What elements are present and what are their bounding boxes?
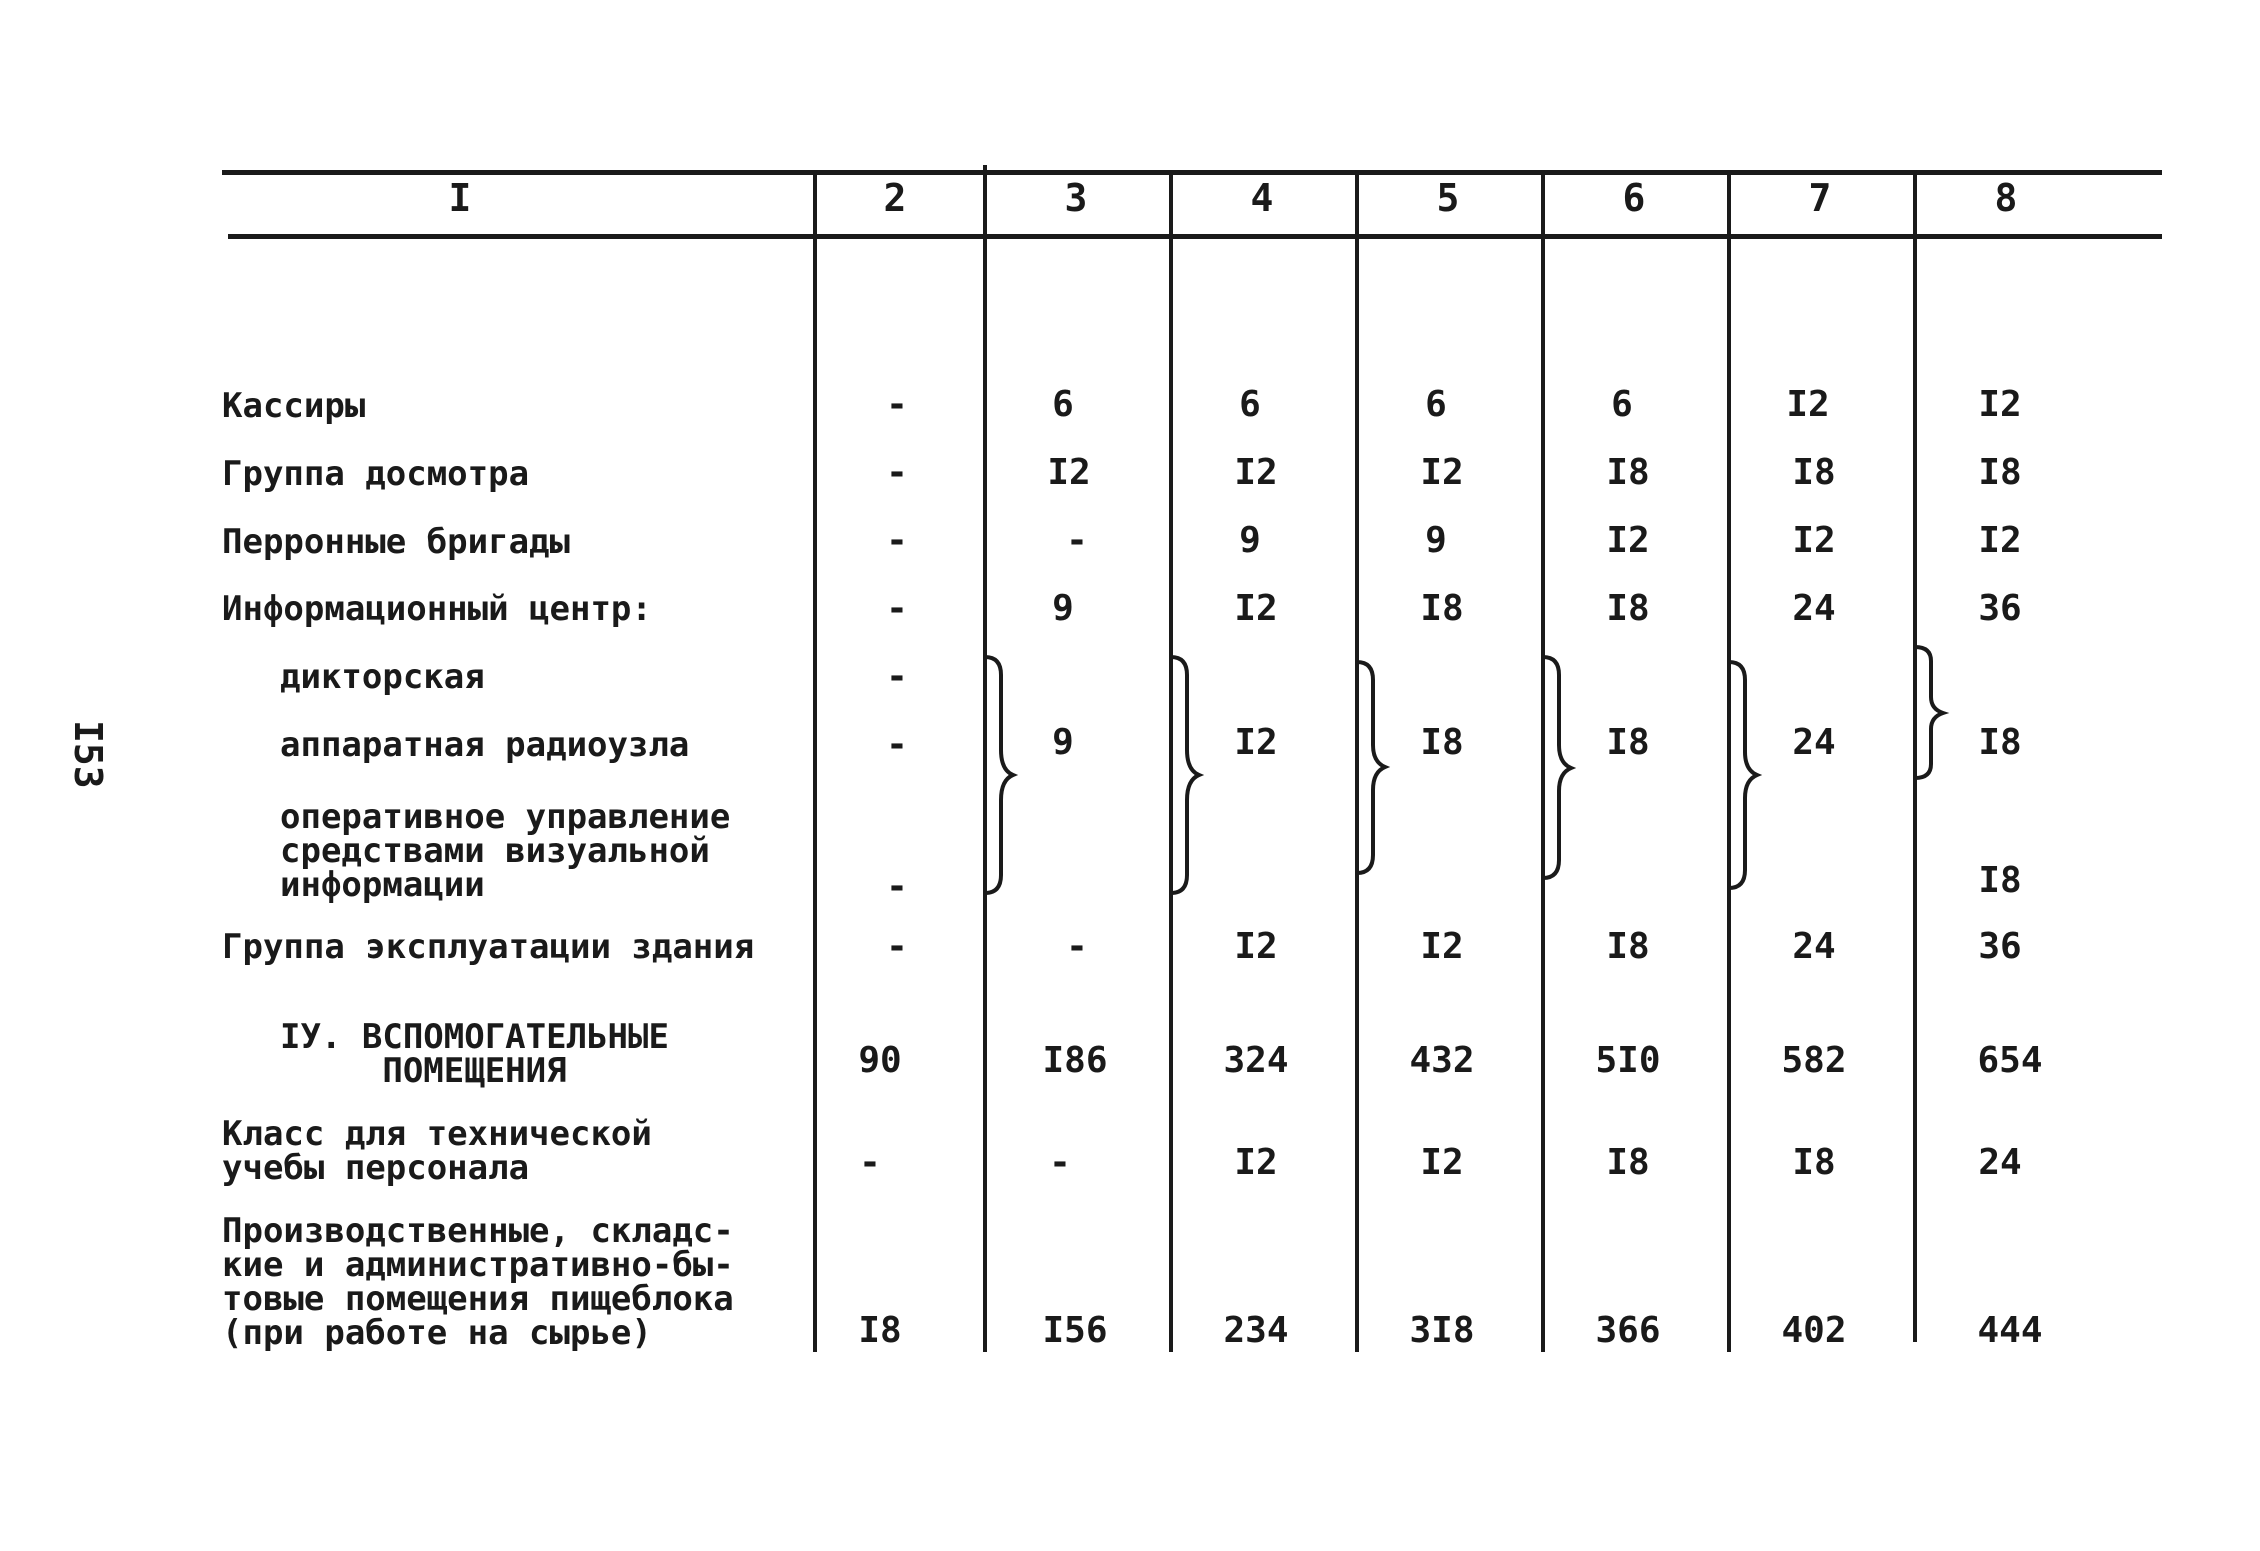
table-cell: 432 [1409, 1040, 1475, 1081]
table-cell: 90 [858, 1040, 902, 1081]
row-label: Производственные, складс- кие и административно-бы- товые помещения пищеблока (при работе на сырье) [222, 1211, 734, 1353]
table-cell: I8 [1606, 452, 1650, 493]
row-label: Группа досмотра [222, 454, 530, 494]
right-brace-icon [1727, 660, 1757, 890]
column-header: 7 [1808, 176, 1832, 220]
table-cell: 234 [1223, 1310, 1289, 1351]
row-label: дикторская [280, 657, 485, 697]
table-cell: I2 [1978, 384, 2022, 425]
table-cell: 402 [1781, 1310, 1847, 1351]
table-cell: I2 [1792, 520, 1836, 561]
table-cell: 9 [1052, 722, 1074, 763]
table-cell: 324 [1223, 1040, 1289, 1081]
table-cell: - [886, 384, 908, 425]
table-cell: 3I8 [1409, 1310, 1475, 1351]
table-cell: - [859, 1142, 881, 1183]
table-cell: 6 [1239, 384, 1261, 425]
column-header: 6 [1622, 176, 1646, 220]
row-label: Информационный центр: [222, 589, 652, 629]
table-cell: 36 [1978, 588, 2022, 629]
table-cell: I8 [1606, 1142, 1650, 1183]
table-cell: I2 [1234, 452, 1278, 493]
table-cell: - [886, 866, 908, 907]
right-brace-icon [1541, 655, 1571, 880]
table-cell: - [1066, 926, 1088, 967]
table-cell: 9 [1052, 588, 1074, 629]
table-cell: I56 [1042, 1310, 1108, 1351]
table-cell: I2 [1420, 926, 1464, 967]
table-cell: I8 [1420, 588, 1464, 629]
table-cell: 366 [1595, 1310, 1661, 1351]
row-label: оперативное управление средствами визуальной информации [280, 797, 731, 905]
table-cell: I8 [1978, 452, 2022, 493]
table-cell: I8 [1792, 1142, 1836, 1183]
column-header: 8 [1994, 176, 2018, 220]
table-cell: I86 [1042, 1040, 1108, 1081]
table-cell: - [886, 724, 908, 765]
column-header: 3 [1064, 176, 1088, 220]
column-header: I [448, 176, 472, 220]
table-cell: 6 [1425, 384, 1447, 425]
section-heading: IУ. ВСПОМОГАТЕЛЬНЫЕ ПОМЕЩЕНИЯ [280, 1017, 669, 1091]
right-brace-icon [1169, 655, 1199, 895]
column-header: 5 [1436, 176, 1460, 220]
table-cell: - [886, 588, 908, 629]
table-cell: 5I0 [1595, 1040, 1661, 1081]
table-cell: 582 [1781, 1040, 1847, 1081]
column-header: 4 [1250, 176, 1274, 220]
row-label: Перронные бригады [222, 522, 570, 562]
table-top-rule [222, 170, 2162, 175]
right-brace-icon [1355, 660, 1385, 875]
table-cell: I2 [1234, 1142, 1278, 1183]
table-cell: I8 [1606, 722, 1650, 763]
table-cell: I2 [1234, 722, 1278, 763]
table-cell: - [1049, 1142, 1071, 1183]
table-cell: - [1066, 520, 1088, 561]
table-cell: 24 [1792, 588, 1836, 629]
table-cell: 654 [1977, 1040, 2043, 1081]
table-cell: I2 [1234, 588, 1278, 629]
table-cell: - [886, 520, 908, 561]
row-label: Кассиры [222, 386, 366, 426]
header-bottom-rule [228, 234, 2162, 239]
table-cell: I2 [1420, 1142, 1464, 1183]
table-cell: - [886, 452, 908, 493]
table-cell: I8 [1606, 588, 1650, 629]
table-cell: 24 [1978, 1142, 2022, 1183]
row-label: аппаратная радиоузла [280, 725, 690, 765]
table-cell: 9 [1425, 520, 1447, 561]
row-label: Класс для технической учебы персонала [222, 1114, 652, 1188]
table-cell: I8 [1420, 722, 1464, 763]
table-cell: 24 [1792, 926, 1836, 967]
table-cell: 24 [1792, 722, 1836, 763]
right-brace-icon [983, 655, 1013, 895]
row-label: Группа эксплуатации здания [222, 927, 755, 967]
right-brace-icon [1913, 645, 1943, 780]
table-cell: I8 [1792, 452, 1836, 493]
table-cell: I8 [1978, 860, 2022, 901]
table-cell: I8 [858, 1310, 902, 1351]
table-cell: 9 [1239, 520, 1261, 561]
table-cell: I2 [1786, 384, 1830, 425]
page-number: I53 [66, 720, 110, 789]
table-cell: 6 [1052, 384, 1074, 425]
table-cell: I2 [1606, 520, 1650, 561]
table-cell: I2 [1420, 452, 1464, 493]
table-cell: 444 [1977, 1310, 2043, 1351]
table-cell: - [886, 926, 908, 967]
table-cell: I8 [1978, 722, 2022, 763]
table-cell: I2 [1978, 520, 2022, 561]
table-cell: I2 [1234, 926, 1278, 967]
table-cell: - [886, 656, 908, 697]
table-cell: I8 [1606, 926, 1650, 967]
table-cell: 6 [1611, 384, 1633, 425]
table-cell: I2 [1047, 452, 1091, 493]
table-cell: 36 [1978, 926, 2022, 967]
column-header: 2 [883, 176, 907, 220]
